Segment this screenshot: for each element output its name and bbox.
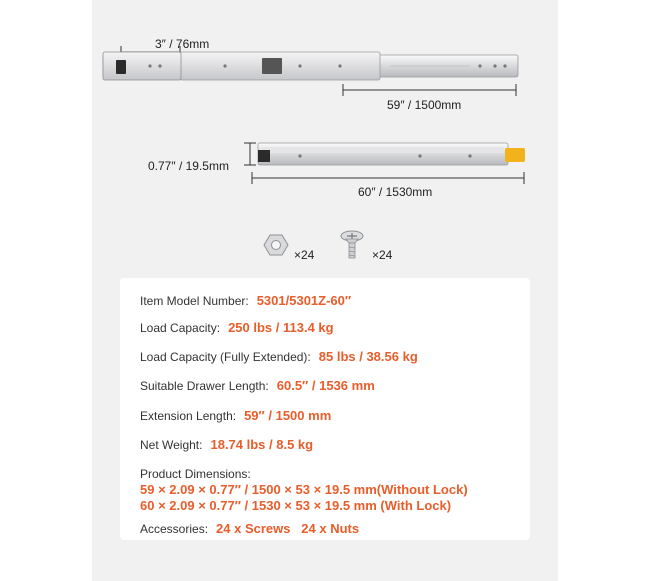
spec-extension-length-label: Extension Length:: [140, 409, 237, 423]
specs-card: [120, 278, 530, 540]
spec-model-label: Item Model Number:: [140, 294, 249, 308]
extension-length-label: 59″ / 1500mm: [387, 98, 462, 112]
spec-load-extended-label: Load Capacity (Fully Extended):: [140, 350, 311, 364]
spec-drawer-length: [140, 378, 375, 393]
nut-quantity: ×24: [294, 248, 315, 262]
spec-extension-length: [140, 408, 331, 423]
spec-net-weight-label: Net Weight:: [140, 438, 203, 452]
spec-product-dimensions-line1: 59 × 2.09 × 0.77″ / 1500 × 53 × 19.5 mm(Without Lock): [140, 482, 468, 497]
length-dimension-line: [252, 172, 524, 184]
thickness-dimension-line: [244, 143, 256, 165]
spec-accessories: [140, 521, 359, 536]
spec-drawer-length-value: 60.5″ / 1536 mm: [276, 378, 375, 393]
overall-length-label: 60″ / 1530mm: [358, 185, 433, 199]
spec-product-dimensions-line2: 60 × 2.09 × 0.77″ / 1530 × 53 × 19.5 mm (With Lock): [140, 498, 452, 513]
spec-product-dimensions-label: Product Dimensions:: [140, 467, 251, 481]
spec-accessories-label: Accessories:: [140, 522, 209, 536]
spec-model: [140, 293, 351, 308]
spec-accessories-value: 24 x Screws 24 x Nuts: [216, 521, 360, 536]
spec-load-label: Load Capacity:: [140, 321, 221, 335]
closed-slide: [258, 143, 525, 165]
spec-extension-length-value: 59″ / 1500 mm: [244, 408, 332, 423]
spec-load-extended: [140, 349, 418, 364]
screw-icon: [341, 231, 363, 258]
spec-net-weight: [140, 437, 313, 452]
spec-drawer-length-label: Suitable Drawer Length:: [140, 379, 269, 393]
spec-model-value: 5301/5301Z-60″: [256, 293, 352, 308]
spec-load: [140, 320, 334, 335]
closed-height-label: 3″ / 76mm: [155, 37, 210, 51]
spec-load-value: 250 lbs / 113.4 kg: [228, 320, 334, 335]
extended-slide: [103, 52, 518, 80]
spec-net-weight-value: 18.74 lbs / 8.5 kg: [210, 437, 314, 452]
screw-quantity: ×24: [372, 248, 393, 262]
thickness-label: 0.77″ / 19.5mm: [148, 159, 229, 173]
nut-icon: [264, 235, 288, 255]
spec-load-extended-value: 85 lbs / 38.56 kg: [318, 349, 418, 364]
extension-dimension-line: [343, 84, 516, 96]
